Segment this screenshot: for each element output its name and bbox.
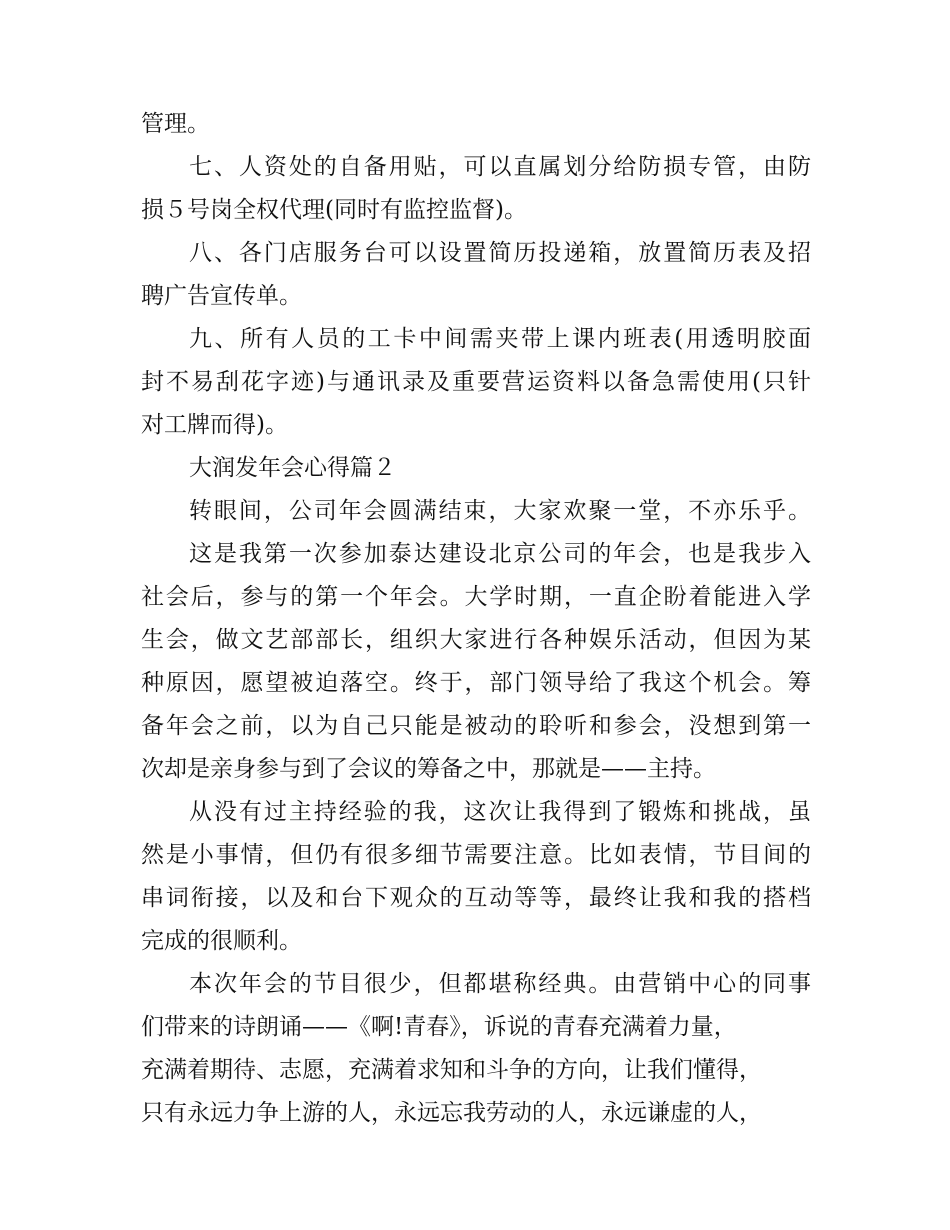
text-line: 备年会之前，以为自己只能是被动的聆听和参会，没想到第一 [141, 713, 811, 739]
text-line: 完成的很顺利。 [141, 928, 302, 954]
text-line: 种原因，愿望被迫落空。终于，部门领导给了我这个机会。筹 [141, 670, 811, 696]
text-line: 只有永远力争上游的人，永远忘我劳动的人，永远谦虚的人， [141, 1100, 762, 1126]
text-line: 管理。 [141, 111, 210, 137]
text-line: 封不易刮花字迹)与通讯录及重要营运资料以备急需使用(只针 [141, 369, 811, 395]
text-line: 生会，做文艺部部长，组织大家进行各种娱乐活动，但因为某 [141, 627, 811, 653]
document-body [141, 103, 811, 1135]
text-line: 充满着期待、志愿，充满着求知和斗争的方向，让我们懂得， [141, 1057, 762, 1083]
text-line: 然是小事情，但仍有很多细节需要注意。比如表情，节目间的 [141, 842, 811, 868]
section-heading: 大润发年会心得篇２ [189, 455, 396, 481]
text-line: 九、所有人员的工卡中间需夹带上课内班表(用透明胶面 [189, 326, 811, 352]
text-line: 转眼间，公司年会圆满结束，大家欢聚一堂，不亦乐乎。 [189, 498, 811, 524]
text-line: 聘广告宣传单。 [141, 283, 302, 309]
text-line: 八、各门店服务台可以设置简历投递箱，放置简历表及招 [189, 240, 811, 266]
text-line: 次却是亲身参与到了会议的筹备之中，那就是——主持。 [141, 756, 716, 782]
text-line: 对工牌而得)。 [141, 412, 288, 438]
text-line: 们带来的诗朗诵——《啊!青春》，诉说的青春充满着力量， [141, 1014, 737, 1040]
text-line: 社会后，参与的第一个年会。大学时期，一直企盼着能进入学 [141, 584, 811, 610]
text-line: 损５号岗全权代理(同时有监控监督)。 [141, 197, 527, 223]
text-line: 串词衔接，以及和台下观众的互动等等，最终让我和我的搭档 [141, 885, 811, 911]
text-line: 从没有过主持经验的我，这次让我得到了锻炼和挑战，虽 [189, 799, 811, 825]
text-line: 七、人资处的自备用贴，可以直属划分给防损专管，由防 [189, 154, 811, 180]
text-line: 本次年会的节目很少，但都堪称经典。由营销中心的同事 [189, 971, 811, 997]
text-line: 这是我第一次参加泰达建设北京公司的年会，也是我步入 [189, 541, 811, 567]
